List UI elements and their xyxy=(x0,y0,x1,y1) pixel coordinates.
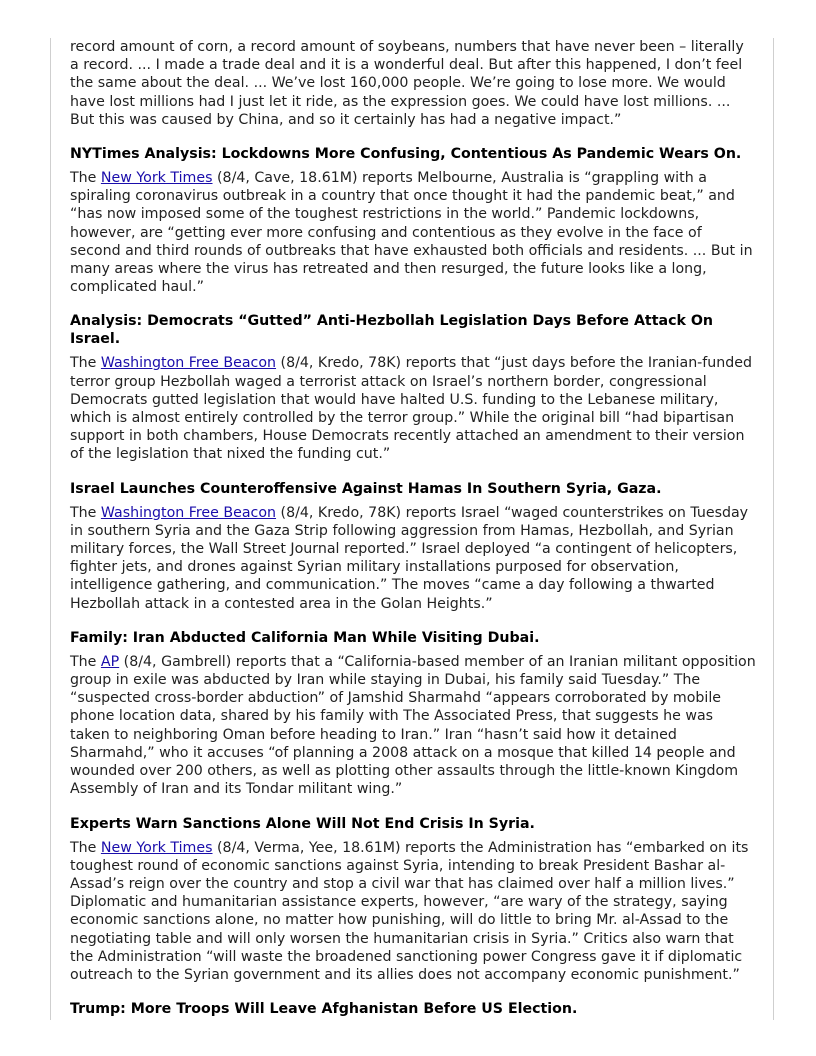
article xyxy=(70,1000,756,1018)
source-link[interactable]: New York Times xyxy=(100,839,213,856)
left-margin-rule xyxy=(50,38,51,1020)
source-link[interactable]: Washington Free Beacon xyxy=(100,355,277,372)
article-headline: Family: Iran Abducted California Man While Visiting Dubai. xyxy=(70,629,540,646)
article-lead: The xyxy=(70,653,101,670)
article-text: (8/4, Kredo, 78K) reports that “just days before the Iranian-funded terror group Hezbollah waged a terrorist attack on Israel’s northern border, congressional Democrats gutted legislation that would have halted U.S. funding to the Lebanese military, which is almost entirely controlled by the terror group.” While the original bill “had bipartisan support in both chambers, House Democrats recently attached an amendment to their version of the legislation that nixed the funding cut.” xyxy=(70,355,753,463)
source-link[interactable]: New York Times xyxy=(100,170,213,187)
article-body xyxy=(70,653,756,799)
article-headline: Experts Warn Sanctions Alone Will Not End Crisis In Syria. xyxy=(70,815,535,832)
article-lead: The xyxy=(70,170,101,187)
article xyxy=(70,815,756,985)
article-body xyxy=(70,839,756,985)
article-text: (8/4, Verma, Yee, 18.61M) reports the Administration has “embarked on its toughest round of economic sanctions against Syria, intending to break President Bashar al-Assad’s reign over the country and stop a civil war that has claimed over half a million lives.” Diplomatic and humanitarian assistance experts, however, “are wary of the strategy, saying economic sanctions alone, no matter how punishing, will do little to bring Mr. al-Assad to the negotiating table and will only worsen the humanitarian crisis in Syria.” Critics also warn that the Administration “will waste the broadened sanctioning power Congress gave it if diplomatic outreach to the Syrian government and its allies does not accompany economic punishment.” xyxy=(70,839,749,983)
intro-paragraph: record amount of corn, a record amount of soybeans, numbers that have never been – literally a record. ... I made a trade deal and it is a wonderful deal. But after this happened, I don’t feel the same about the deal. ... We’ve lost 160,000 people. We’re going to lose more. We would have lost millions had I just let it ride, as the expression goes. We could have lost millions. ... But this was caused by China, and so it certainly has had a negative impact.” xyxy=(70,39,744,128)
article xyxy=(70,312,756,463)
source-link[interactable]: Washington Free Beacon xyxy=(100,504,277,521)
article-text: (8/4, Kredo, 78K) reports Israel “waged counterstrikes on Tuesday in southern Syria and the Gaza Strip following aggression from Hamas, Hezbollah, and Syrian military forces, the Wall Street Journal reported.” Israel deployed “a contingent of helicopters, fighter jets, and drones against Syrian military installations purposed for observation, intelligence gathering, and communication.” The moves “came a day following a thwarted Hezbollah attack in a contested area in the Golan Heights.” xyxy=(70,504,749,612)
article-body xyxy=(70,169,756,296)
right-margin-rule xyxy=(773,38,774,1020)
article-text: (8/4, Gambrell) reports that a “California-based member of an Iranian militant opposition group in exile was abducted by Iran while staying in Dubai, his family said Tuesday.” The “suspected cross-border abduction” of Jamshid Sharmahd “appears corroborated by mobile phone location data, shared by his family with The Associated Press, that suggests he was taken to neighboring Oman before heading to Iran.” Iran “hasn’t said how it detained Sharmahd,” who it accuses “of planning a 2008 attack on a mosque that killed 14 people and wounded over 200 others, as well as plotting other assaults through the little-known Kingdom Assembly of Iran and its Tondar militant wing.” xyxy=(70,653,756,798)
article-body xyxy=(70,504,756,613)
article-headline: NYTimes Analysis: Lockdowns More Confusing, Contentious As Pandemic Wears On. xyxy=(70,146,742,163)
article-body xyxy=(70,354,756,463)
article xyxy=(70,145,756,296)
document-body xyxy=(70,38,756,1034)
article xyxy=(70,629,756,799)
article-headline: Analysis: Democrats “Gutted” Anti-Hezbollah Legislation Days Before Attack On Israel. xyxy=(70,313,714,348)
article-headline: Israel Launches Counteroffensive Against Hamas In Southern Syria, Gaza. xyxy=(70,480,662,497)
article-lead: The xyxy=(70,839,101,856)
article-lead: The xyxy=(70,355,101,372)
source-link[interactable]: AP xyxy=(100,653,120,670)
article-headline: Trump: More Troops Will Leave Afghanistan Before US Election. xyxy=(70,1001,578,1018)
article-text: (8/4, Cave, 18.61M) reports Melbourne, Australia is “grappling with a spiraling coronavirus outbreak in a country that once thought it had the pandemic beat,” and “has now imposed some of the toughest restrictions in the world.” Pandemic lockdowns, however, are “getting ever more confusing and contentious as they evolve in the face of second and third rounds of outbreaks that have exhausted both officials and residents. ... But in many areas where the virus has retreated and then resurged, the future looks like a long, complicated haul.” xyxy=(70,170,753,296)
article xyxy=(70,480,756,613)
article-lead: The xyxy=(70,504,101,521)
